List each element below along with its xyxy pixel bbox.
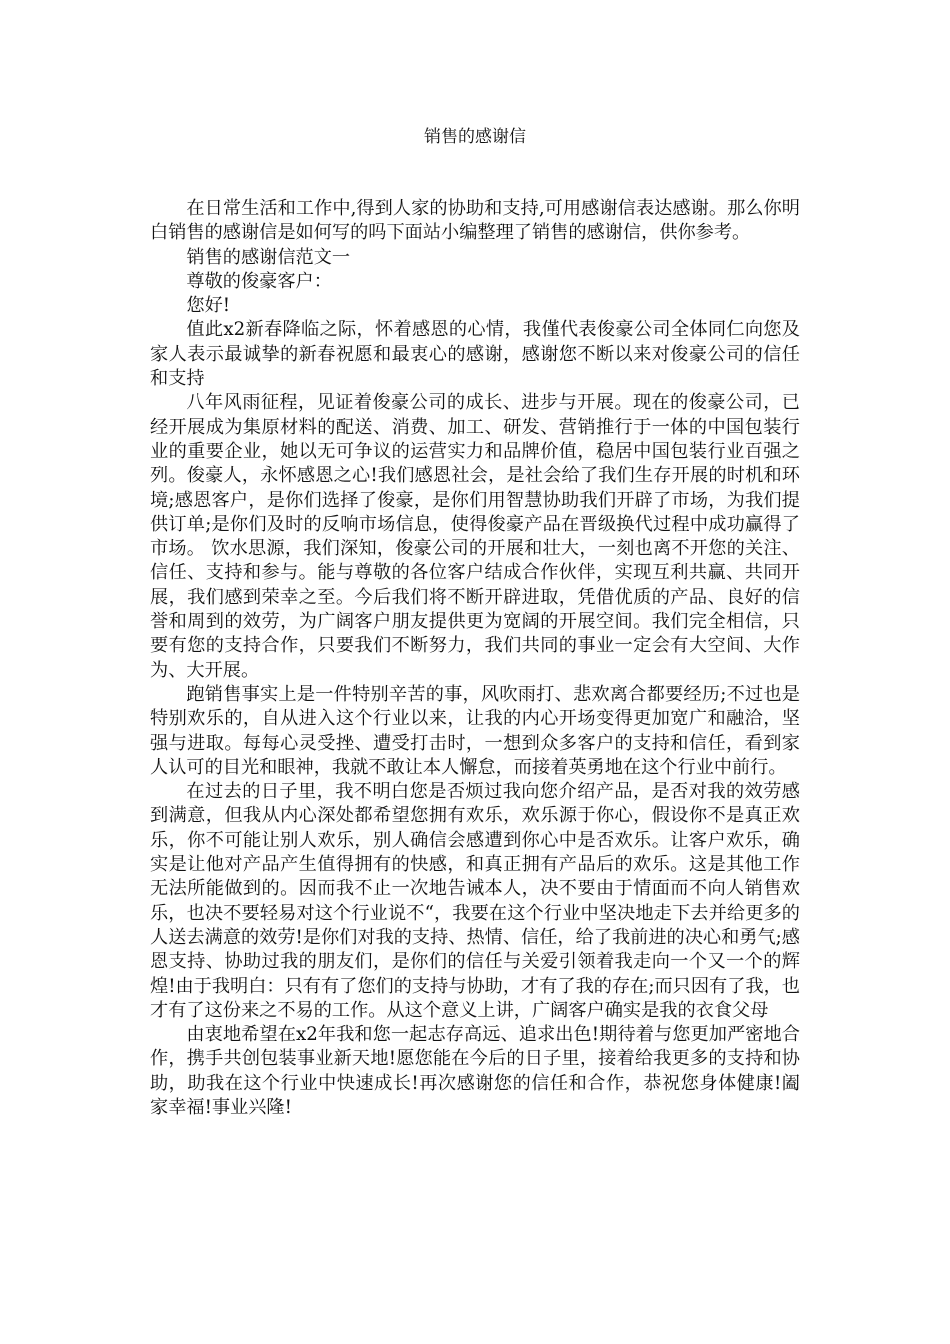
- paragraph-customer-happiness: 在过去的日子里，我不明白您是否烦过我向您介绍产品，是否对我的效劳感到满意，但我从内心深处都希望您拥有欢乐，欢乐源于你心，假设你不是真正欢乐，你不可能让别人欢乐，别人确信会感遭到你心中是否欢乐。让客户欢乐，确实是让他对产品产生值得拥有的快感，和真正拥有产品后的欢乐。这是其他工作无法所能做到的。因而我不止一次地告诫本人，决不要由于情面而不向人销售欢乐，也决不要轻易对这个行业说不“，我要在这个行业中坚决地走下去并给更多的人送去满意的效劳!是你们对我的支持、热情、信任，给了我前进的决心和勇气;感恩支持、协助过我的朋友们，是你们的信任与关爱引领着我走向一个又一个的辉煌!由于我明白：只有有了您们的支持与协助，才有了我的存在;而只因有了我，也才有了这份来之不易的工作。从这个意义上讲，广阔客户确实是我的衣食父母: [150, 781, 800, 1021]
- document-body: [150, 197, 800, 1120]
- paragraph-intro: 在日常生活和工作中,得到人家的协助和支持,可用感谢信表达感谢。那么你明白销售的感谢信是如何写的吗下面站小编整理了销售的感谢信，供你参考。: [150, 198, 800, 244]
- paragraph-sample-heading: 销售的感谢信范文一: [186, 246, 351, 268]
- document-title: 销售的感谢信: [424, 127, 526, 147]
- paragraph-salutation: 尊敬的俊豪客户：: [186, 270, 332, 292]
- paragraph-sales-work: 跑销售事实上是一件特别辛苦的事，风吹雨打、悲欢离合都要经历;不过也是特别欢乐的，自从进入这个行业以来，让我的内心开场变得更加宽广和融洽，坚强与进取。每每心灵受挫、遭受打击时，一想到众多客户的支持和信任，看到家人认可的目光和眼神，我就不敢让本人懈怠，而接着英勇地在这个行业中前行。: [150, 683, 800, 778]
- paragraph-company-history: 八年风雨征程，见证着俊豪公司的成长、进步与开展。现在的俊豪公司，已经开展成为集原材料的配送、消费、加工、研发、营销推行于一体的中国包装行业的重要企业，她以无可争议的运营实力和品牌价值，稳居中国包装行业百强之列。俊豪人，永怀感恩之心!我们感恩社会，是社会给了我们生存开展的时机和环境;感恩客户，是你们选择了俊豪，是你们用智慧协助我们开辟了市场，为我们提供订单;是你们及时的反响市场信息，使得俊豪产品在晋级换代过程中成功赢得了市场。 饮水思源，我们深知，俊豪公司的开展和壮大，一刻也离不开您的关注、信任、支持和参与。能与尊敬的各位客户结成合作伙伴，实现互利共赢、共同开展，我们感到荣幸之至。今后我们将不断开辟进取，凭借优质的产品、良好的信誉和周到的效劳，为广阔客户朋友提供更为宽阔的开展空间。我们完全相信，只要有您的支持合作，只要我们不断努力，我们共同的事业一定会有大空间、大作为、大开展。: [150, 392, 800, 681]
- paragraph-new-year-thanks: 值此x2新春降临之际，怀着感恩的心情，我僅代表俊豪公司全体同仁向您及家人表示最诚挚的新春祝愿和最衷心的感谢，感谢您不断以来对俊豪公司的信任和支持: [150, 319, 800, 390]
- paragraph-greeting: 您好!: [186, 295, 231, 317]
- paragraph-closing-wishes: 由衷地希望在x2年我和您一起志存高远、追求出色!期待着与您更加严密地合作，携手共创包装事业新天地!愿您能在今后的日子里，接着给我更多的支持和协助，助我在这个行业中快速成长!再次感谢您的信任和合作，恭祝您身体健康!阖家幸福!事业兴隆!: [150, 1024, 800, 1118]
